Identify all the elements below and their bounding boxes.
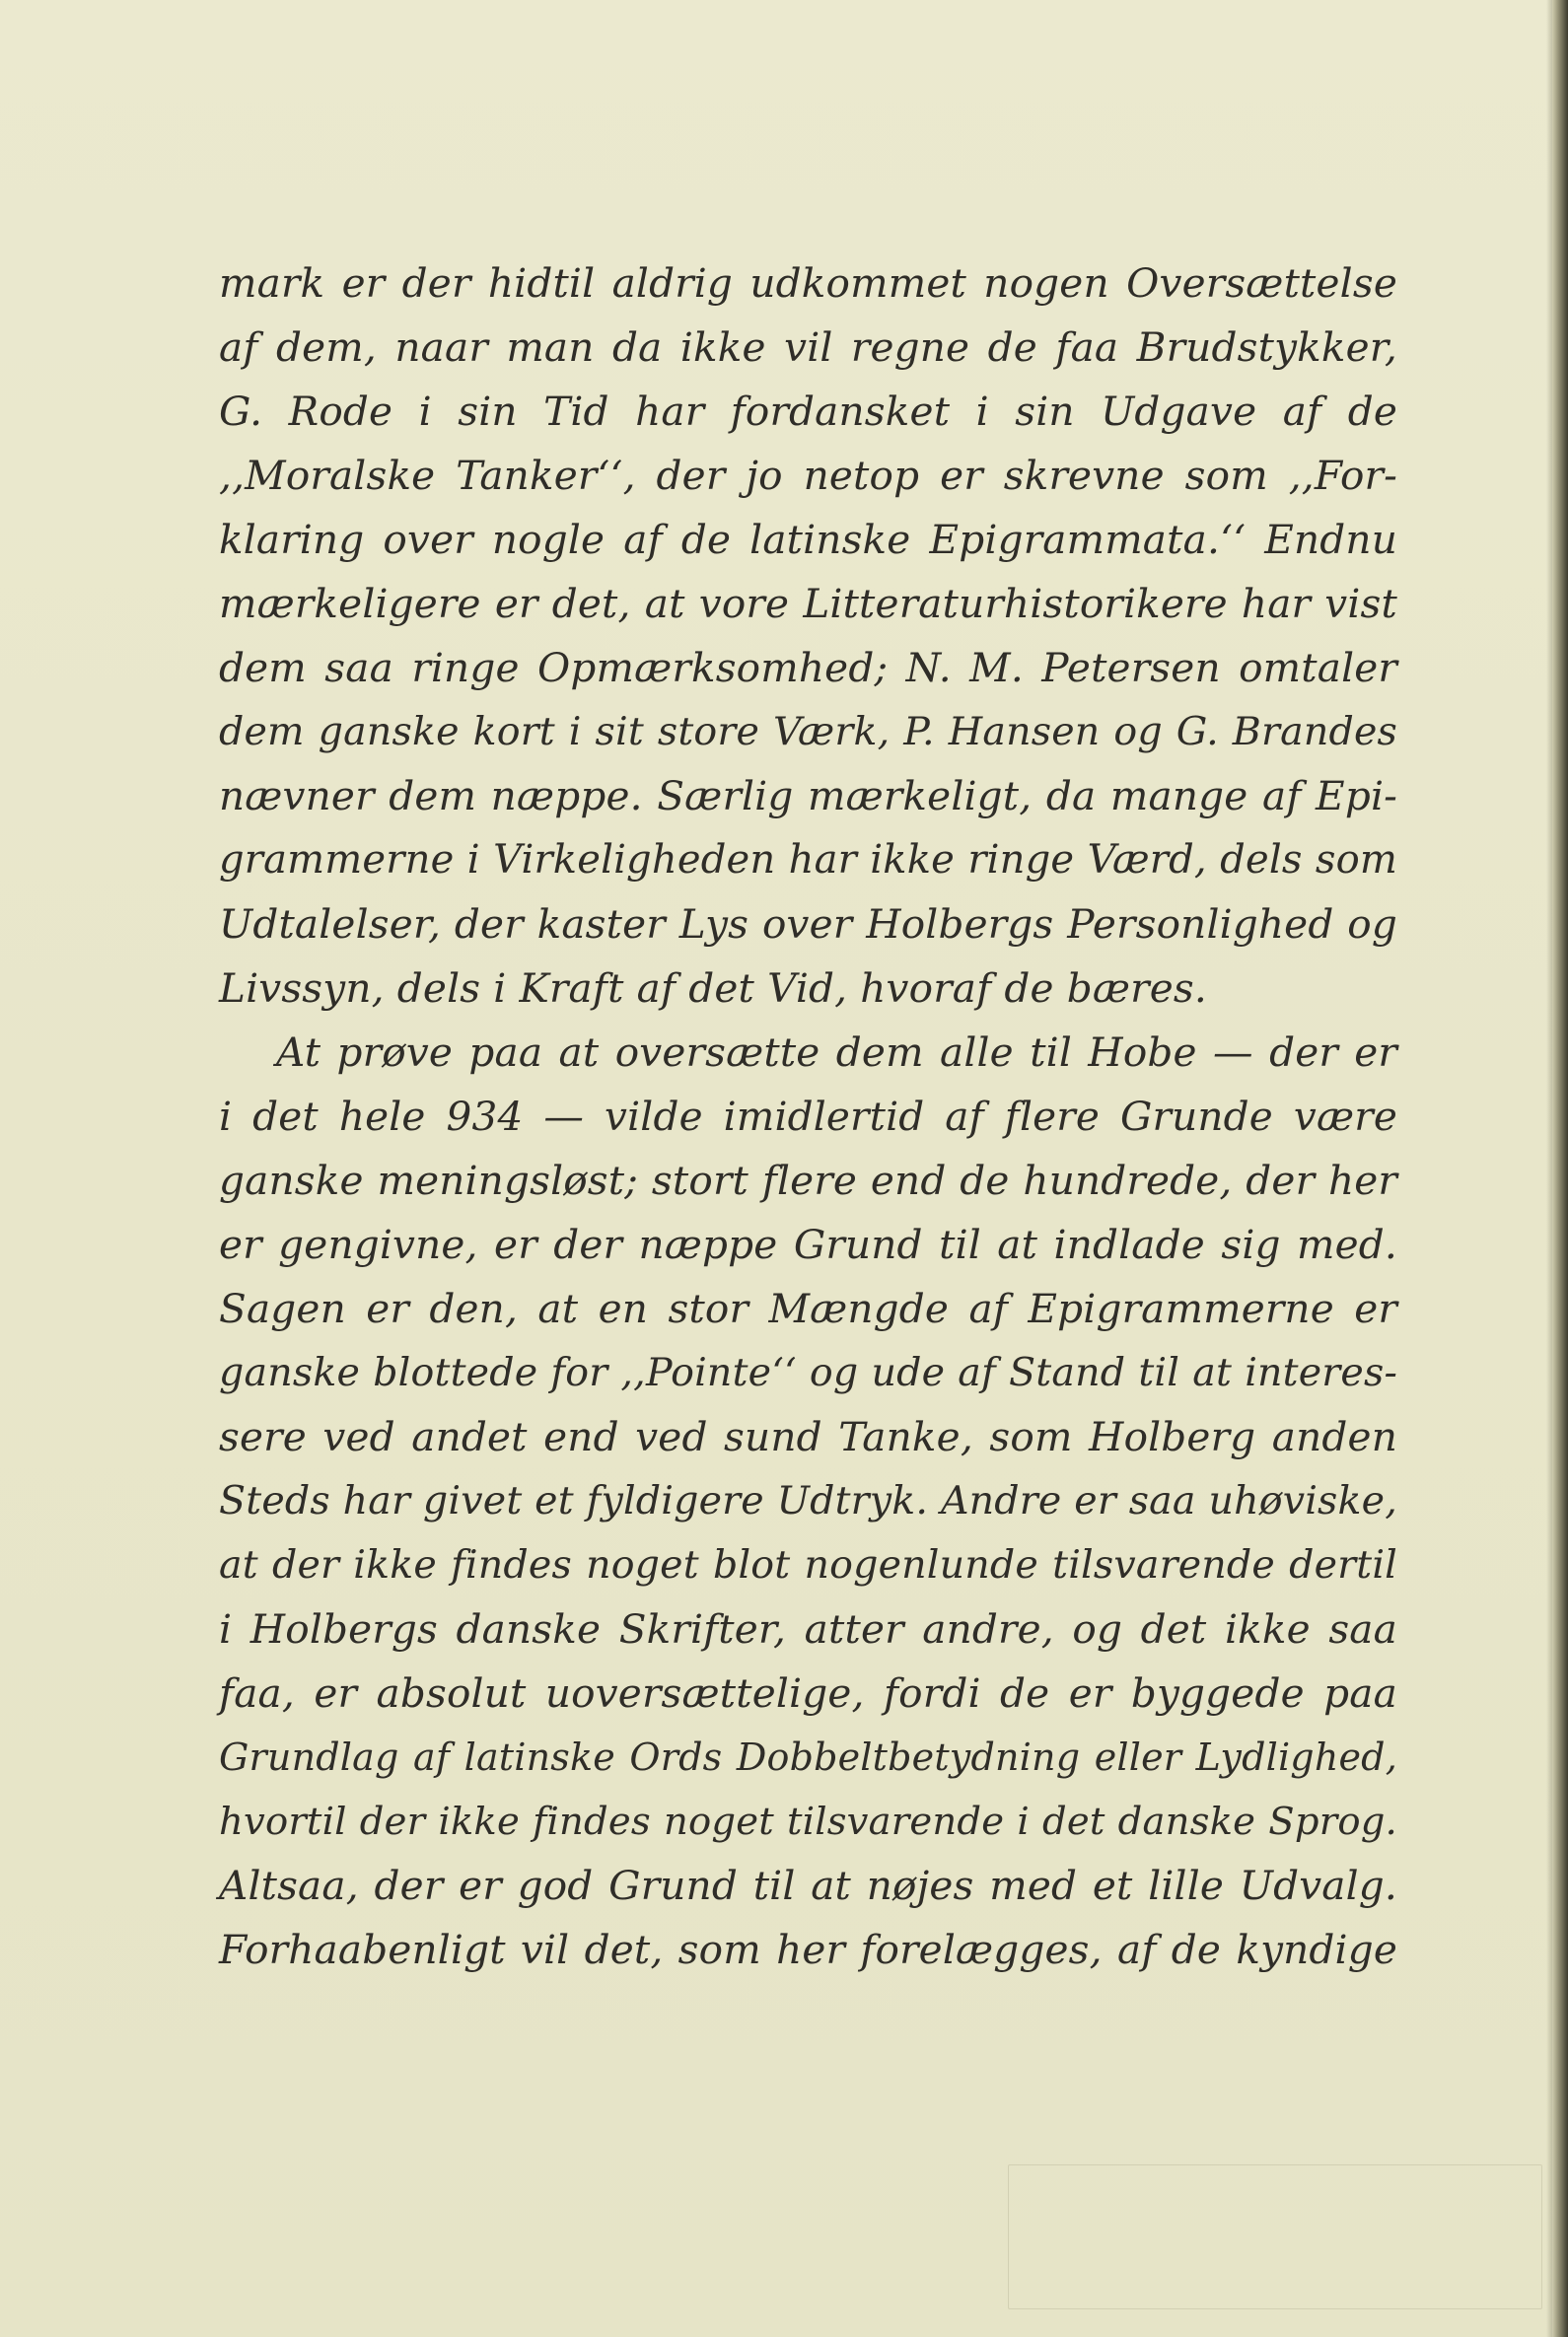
text-line: Forhaabenligt vil det, som her forelægges, af de kyndige	[219, 1926, 1397, 1973]
text-line: af dem, naar man da ikke vil regne de faa Brudstykker,	[219, 323, 1397, 371]
text-line: mærkeligere er det, at vore Litteraturhistorikere har vist	[219, 580, 1397, 627]
text-line: mark er der hidtil aldrig udkommet nogen Oversættelse	[219, 259, 1397, 307]
text-line: dem saa ringe Opmærksomhed; N. M. Petersen omtaler	[219, 644, 1397, 691]
text-line: dem ganske kort i sit store Værk, P. Hansen og G. Brandes	[219, 709, 1397, 754]
book-spine-edge	[1552, 0, 1568, 2337]
text-line: At prøve paa at oversætte dem alle til Hobe — der er	[276, 1028, 1397, 1076]
text-line: Udtalelser, der kaster Lys over Holbergs Personlighed og	[219, 900, 1397, 948]
text-line: klaring over nogle af de latinske Epigrammata.‘‘ Endnu	[219, 516, 1397, 563]
body-text	[219, 251, 1397, 1982]
text-line: ganske blottede for ,,Pointe‘‘ og ude af Stand til at interes-	[219, 1350, 1397, 1395]
text-line: at der ikke findes noget blot nogenlunde tilsvarende dertil	[219, 1542, 1397, 1588]
text-line: Steds har givet et fyldigere Udtryk. Andre er saa uhøviske,	[219, 1478, 1397, 1523]
text-line: er gengivne, er der næppe Grund til at indlade sig med.	[219, 1221, 1397, 1268]
text-line: hvortil der ikke findes noget tilsvarende i det danske Sprog.	[219, 1800, 1397, 1844]
paragraph-1	[219, 251, 1397, 1021]
text-line: Livssyn, dels i Kraft af det Vid, hvoraf de bæres.	[219, 964, 1207, 1012]
text-line: sere ved andet end ved sund Tanke, som Holberg anden	[219, 1413, 1397, 1460]
text-line: Grundlag af latinske Ords Dobbeltbetydning eller Lydlighed,	[219, 1735, 1397, 1779]
text-line: Sagen er den, at en stor Mængde af Epigrammerne er	[219, 1285, 1397, 1332]
text-line: ,,Moralske Tanker‘‘, der jo netop er skrevne som ,,For-	[219, 452, 1397, 499]
text-line: faa, er absolut uoversættelige, fordi de er byggede paa	[219, 1669, 1397, 1717]
paragraph-2	[219, 1021, 1397, 1982]
text-line: Altsaa, der er god Grund til at nøjes med et lille Udvalg.	[219, 1862, 1397, 1909]
text-line: i Holbergs danske Skrifter, atter andre, og det ikke saa	[219, 1605, 1397, 1653]
text-line: grammerne i Virkeligheden har ikke ringe Værd, dels som	[219, 837, 1397, 883]
faint-bleed-through-mark	[1008, 2164, 1542, 2309]
text-line: i det hele 934 — vilde imidlertid af flere Grunde være	[219, 1093, 1397, 1140]
text-line: ganske meningsløst; stort flere end de hundrede, der her	[219, 1157, 1397, 1204]
text-line: nævner dem næppe. Særlig mærkeligt, da mange af Epi-	[219, 772, 1397, 819]
text-line: G. Rode i sin Tid har fordansket i sin Udgave af de	[219, 388, 1397, 435]
